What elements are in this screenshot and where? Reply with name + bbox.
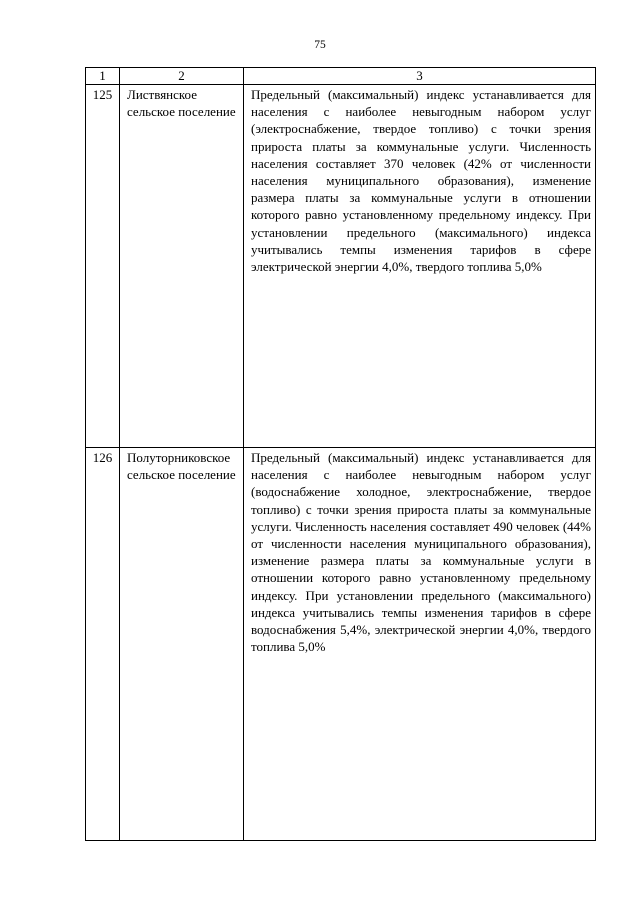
page-number: 75 bbox=[314, 39, 326, 51]
table-row bbox=[86, 448, 596, 841]
municipality-name: Полуторниковское сельское поселение bbox=[120, 448, 244, 841]
tariff-index-table bbox=[85, 67, 596, 841]
table-header-row bbox=[86, 68, 596, 85]
column-header-3: 3 bbox=[244, 68, 596, 85]
index-description: Предельный (максимальный) индекс устанавливается для населения с наиболее невыгодным набором услуг (водоснабжение холодное, электроснабжение, твердое топливо) с точки зрения прироста платы за коммунальные услуги. Численность населения составляет 490 человек (44% от численности населения муниципального образования), изменение размера платы за коммунальные услуги в отношении которого равно установленному предельному индексу. При установлении предельного (максимального) индекса учитывались темпы изменения тарифов в сфере водоснабжения 5,4%, электрической энергии 4,0%, твердого топлива 5,0% bbox=[244, 448, 596, 841]
row-number: 125 bbox=[86, 85, 120, 448]
table-row bbox=[86, 85, 596, 448]
municipality-name: Листвянское сельское поселение bbox=[120, 85, 244, 448]
column-header-1: 1 bbox=[86, 68, 120, 85]
row-number: 126 bbox=[86, 448, 120, 841]
index-description: Предельный (максимальный) индекс устанавливается для населения с наиболее невыгодным набором услуг (электроснабжение, твердое топливо) с точки зрения прироста платы за коммунальные услуги. Численность населения составляет 370 человек (42% от численности населения муниципального образования), изменение размера платы за коммунальные услуги в отношении которого равно установленному предельному индексу. При установлении предельного (максимального) индекса учитывались темпы изменения тарифов в сфере электрической энергии 4,0%, твердого топлива 5,0% bbox=[244, 85, 596, 448]
column-header-2: 2 bbox=[120, 68, 244, 85]
